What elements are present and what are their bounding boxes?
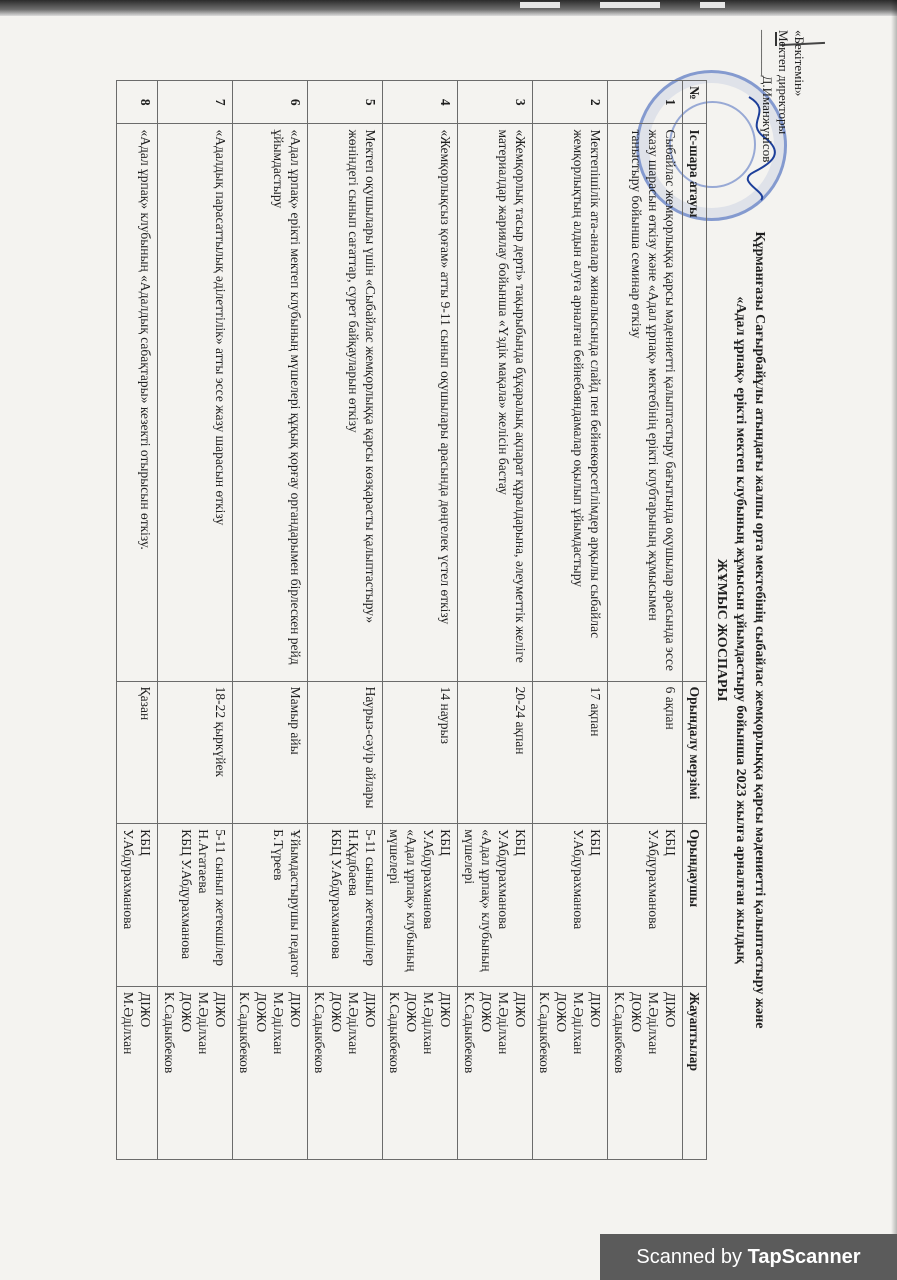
- responsible-line: К.Садыкбеков: [537, 992, 552, 1074]
- executor-line: У.Абдурахманова: [571, 829, 586, 930]
- table-row: [233, 81, 308, 1160]
- approval-position: Мектеп директоры: [776, 30, 791, 135]
- event-date: Наурыз-сәуір айлары: [308, 681, 383, 824]
- title-line-3: ЖҰМЫС ЖОСПАРЫ: [714, 558, 729, 702]
- table-row: [117, 81, 158, 1160]
- executor-line: У.Абдурахманова: [496, 829, 511, 930]
- executor-line: КБЦ: [513, 829, 528, 856]
- responsible-line: ДОЖО: [554, 992, 569, 1033]
- event-name: «Жемқорлықсыз қоғам» атты 9-11 сынып оқушылары арасында дөңгелек үстел өткізу: [383, 124, 458, 681]
- responsible-line: ДОЖО: [179, 992, 194, 1033]
- event-executor: [158, 824, 233, 987]
- event-executor: [608, 824, 683, 987]
- responsible-line: К.Садыкбеков: [162, 992, 177, 1074]
- table-row: [608, 81, 683, 1160]
- responsible-line: ДІЖО: [663, 992, 678, 1028]
- executor-line: мүшелері: [462, 829, 477, 885]
- executor-line: У.Абдурахманова: [421, 829, 436, 930]
- event-executor: [533, 824, 608, 987]
- event-responsible: [458, 987, 533, 1160]
- responsible-line: М.Әділхан: [271, 992, 286, 1055]
- executor-line: У.Абдурахманова: [121, 829, 136, 930]
- event-executor: [233, 824, 308, 987]
- table-row: [533, 81, 608, 1160]
- event-name: Сыбайлас жемқорлыққа қарсы мәдениетті қалыптастыру бағытында оқушылар арасында эссе жазу шарасын өткізу және «Адал ұрпақ» мектебінің ерікті клубтарының жұмысымен таныстыру бойынша семинар өткізу: [608, 124, 683, 681]
- event-name: «Адалдық парасаттылық әділеттілік» атты эссе жазу шарасын өткізу: [158, 124, 233, 681]
- approval-heading: «Бекітемін»: [792, 30, 807, 97]
- executor-line: «Адал ұрпақ» клубының: [479, 829, 494, 972]
- event-responsible: [533, 987, 608, 1160]
- event-name: «Адал ұрпақ» клубының «Адалдық сабақтары» кезекті отырысын өткізу.: [117, 124, 158, 681]
- responsible-line: М.Әділхан: [571, 992, 586, 1055]
- responsible-line: ДІЖО: [288, 992, 303, 1028]
- table-header-row: [683, 81, 707, 1160]
- event-executor: [458, 824, 533, 987]
- executor-line: 5-11 сынып жетекшілер: [363, 829, 378, 967]
- header-name: Іс-шара атауы: [683, 124, 707, 681]
- table-body: [117, 81, 683, 1160]
- row-number: 2: [533, 81, 608, 124]
- responsible-line: ДІЖО: [513, 992, 528, 1028]
- event-responsible: [158, 987, 233, 1160]
- responsible-line: ДІЖО: [363, 992, 378, 1028]
- executor-line: 5-11 сынып жетекшілер: [213, 829, 228, 967]
- responsible-line: ДІЖО: [438, 992, 453, 1028]
- table-row: [158, 81, 233, 1160]
- executor-line: КБЦ У.Абдурахманова: [179, 829, 194, 960]
- responsible-line: ДОЖО: [329, 992, 344, 1033]
- event-responsible: [117, 987, 158, 1160]
- watermark-brand: TapScanner: [747, 1246, 861, 1268]
- table-row: [458, 81, 533, 1160]
- responsible-line: К.Садыкбеков: [612, 992, 627, 1074]
- responsible-line: ДОЖО: [629, 992, 644, 1033]
- responsible-line: М.Әділхан: [196, 992, 211, 1055]
- executor-line: Ұйымдастырушы педагог: [288, 829, 303, 978]
- event-date: 20-24 ақпан: [458, 681, 533, 824]
- event-responsible: [233, 987, 308, 1160]
- responsible-line: К.Садыкбеков: [387, 992, 402, 1074]
- row-number: 3: [458, 81, 533, 124]
- responsible-line: К.Садыкбеков: [312, 992, 327, 1074]
- event-date: 17 ақпан: [533, 681, 608, 824]
- responsible-line: ДІЖО: [213, 992, 228, 1028]
- responsible-line: М.Әділхан: [496, 992, 511, 1055]
- approval-signatory: _______Д.Иманжүнісов: [760, 30, 775, 163]
- responsible-line: ДОЖО: [404, 992, 419, 1033]
- table-row: [308, 81, 383, 1160]
- executor-line: КБЦ: [438, 829, 453, 856]
- executor-line: Н.Құдбаева: [346, 829, 361, 897]
- responsible-line: К.Садыкбеков: [237, 992, 252, 1074]
- executor-line: КБЦ У.Абдурахманова: [329, 829, 344, 960]
- event-date: 14 наурыз: [383, 681, 458, 824]
- executor-line: КБЦ: [588, 829, 603, 856]
- row-number: 7: [158, 81, 233, 124]
- event-name: Мектеп оқушылары үшін «Сыбайлас жемқорлыққа қарсы көзқарасты қалыптастыру» жөніндегі сынып сағаттар, сурет байқауларын өткізу: [308, 124, 383, 681]
- responsible-line: М.Әділхан: [346, 992, 361, 1055]
- executor-line: мүшелері: [387, 829, 402, 885]
- row-number: 8: [117, 81, 158, 124]
- watermark-prefix: Scanned by: [636, 1246, 748, 1268]
- event-executor: [383, 824, 458, 987]
- event-date: Мамыр айы: [233, 681, 308, 824]
- executor-line: Б.Түреев: [271, 829, 286, 881]
- event-responsible: [608, 987, 683, 1160]
- executor-line: КБЦ: [138, 829, 153, 856]
- responsible-line: М.Әділхан: [121, 992, 136, 1055]
- tapscanner-watermark: [600, 1234, 897, 1280]
- responsible-line: ДОЖО: [479, 992, 494, 1033]
- header-responsible: Жауаптылар: [683, 987, 707, 1160]
- event-name: Мектепішілік ата-аналар жиналысында слайд пен бейнекөрсетілімдер арқылы сыбайлас жемқорлықтың алдын алуға арналған бейнебаяндамалар оқылып ұйымдастыру: [533, 124, 608, 681]
- title-line-1: Құрманғазы Сағырбайұлы атындағы жалпы орта мектебінің сыбайлас жемқорлыққа қарсы мәдениетті қалыптастыру және: [752, 231, 767, 1029]
- table-row: [383, 81, 458, 1160]
- event-date: Қазан: [117, 681, 158, 824]
- header-date: Орындалу мерзімі: [683, 681, 707, 824]
- event-date: 18-22 қыркүйек: [158, 681, 233, 824]
- responsible-line: ДІЖО: [588, 992, 603, 1028]
- document-title: [712, 150, 769, 1110]
- event-responsible: [308, 987, 383, 1160]
- row-number: 4: [383, 81, 458, 124]
- responsible-line: ДІЖО: [138, 992, 153, 1028]
- header-executor: Орындаушы: [683, 824, 707, 987]
- responsible-line: К.Садыкбеков: [462, 992, 477, 1074]
- responsible-line: ДОЖО: [254, 992, 269, 1033]
- row-number: 5: [308, 81, 383, 124]
- row-number: 1: [608, 81, 683, 124]
- event-date: 6 ақпан: [608, 681, 683, 824]
- executor-line: У.Абдурахманова: [646, 829, 661, 930]
- event-name: «Жемқорлық тасыр дертi» тақырыбында бұқаралық ақпарат құралдарына, әлеуметтік желіге материалдар жариялау бойынша «Үздік мақала» желісін бастау: [458, 124, 533, 681]
- executor-line: «Адал ұрпақ» клубының: [404, 829, 419, 972]
- row-number: 6: [233, 81, 308, 124]
- executor-line: КБЦ: [663, 829, 678, 856]
- work-plan-table: [116, 80, 707, 1160]
- responsible-line: М.Әділхан: [421, 992, 436, 1055]
- event-name: «Адал ұрпақ» еріктi мектеп клубының мүшелері құқық қорғау органдарымен бірлескен рейд ұйымдастыру: [233, 124, 308, 681]
- responsible-line: М.Әділхан: [646, 992, 661, 1055]
- event-responsible: [383, 987, 458, 1160]
- event-executor: [117, 824, 158, 987]
- header-num: №: [683, 81, 707, 124]
- executor-line: Н.Агатаева: [196, 829, 211, 894]
- event-executor: [308, 824, 383, 987]
- title-line-2: «Адал ұрпақ» еріктi мектеп клубының жұмысын ұйымдастыру бойынша 2023 жылға арналған жылдық: [733, 296, 748, 964]
